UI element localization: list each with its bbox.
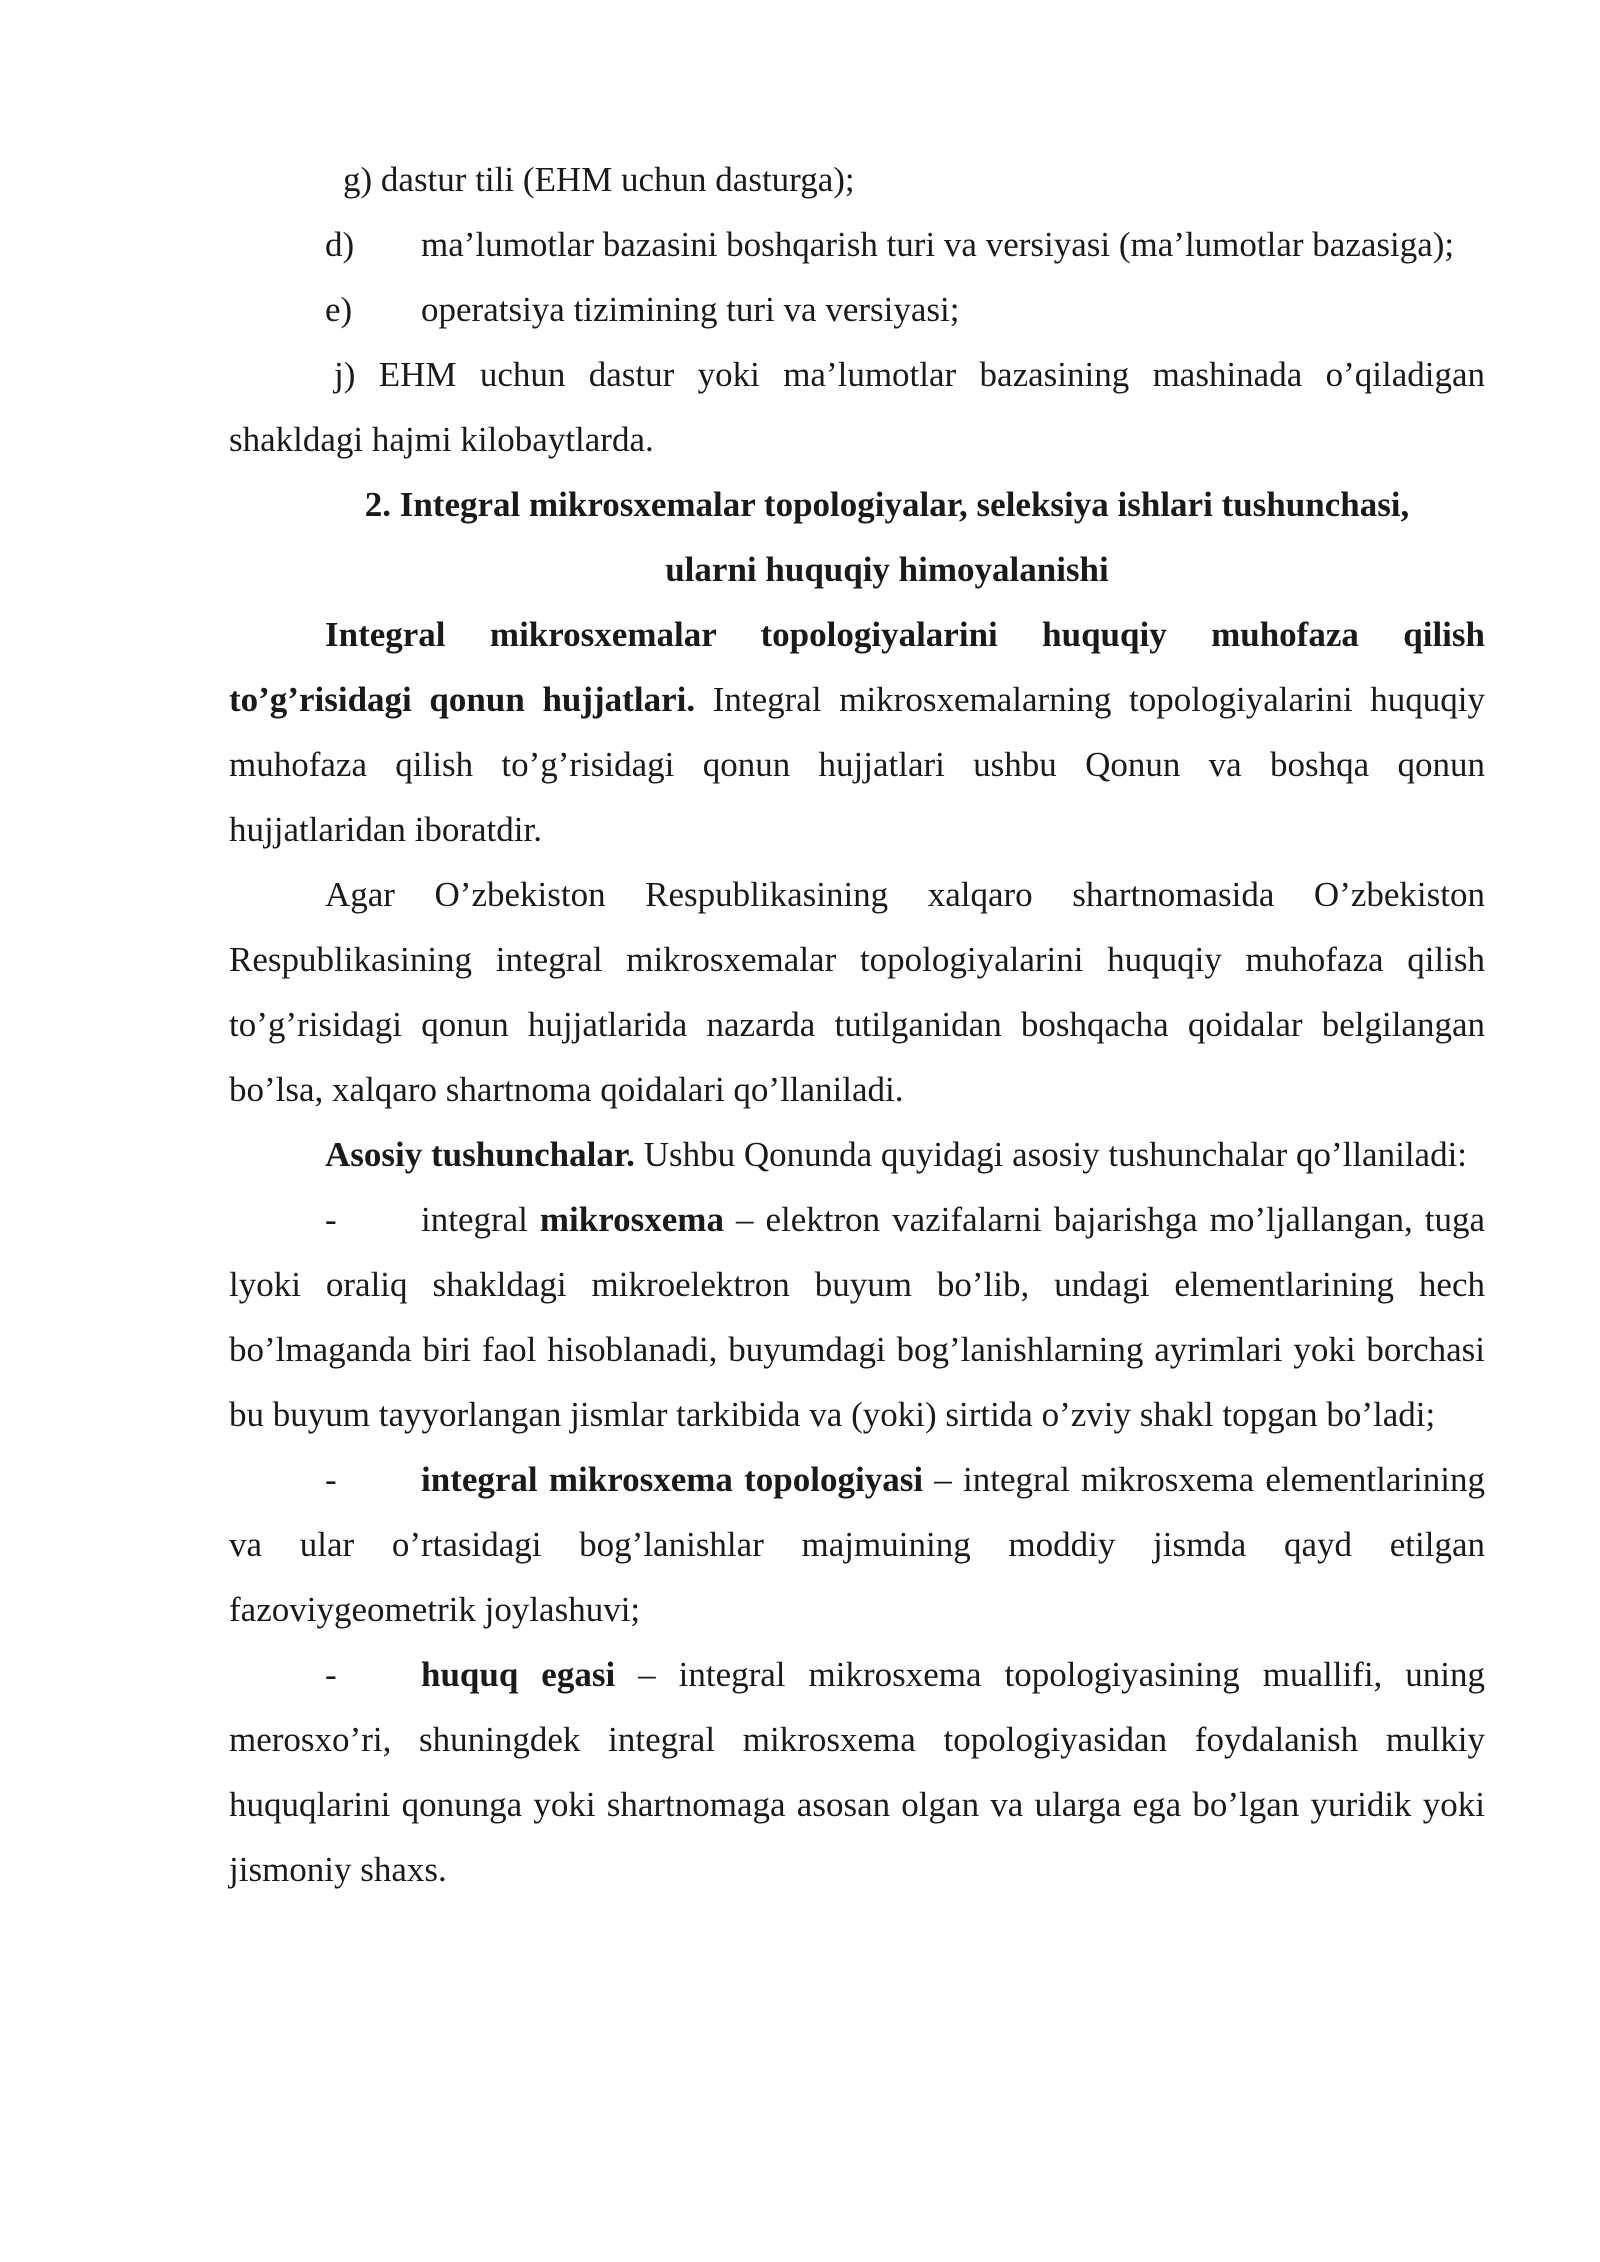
definition-pre: integral	[421, 1200, 540, 1239]
list-item-j: j) EHM uchun dastur yoki ma’lumotlar bazasining mashinada o’qiladigan shakldagi hajmi kilobaytlarda.	[229, 355, 1485, 459]
definition-marker: -	[325, 1460, 337, 1499]
paragraph-concepts-lead: Asosiy tushunchalar.	[325, 1135, 635, 1174]
definition-text: – elektron vazifalarni bajarishga mo’ljallangan, tuga lyoki oraliq shakldagi mikroelektron buyum bo’lib, undagi elementlarining hech bo’lmaganda biri faol hisoblanadi, buyumdagi bog’lanishlarning ayrimlari yoki borchasi bu buyum tayyorlangan jismlar tarkibida va (yoki) sirtida o’zviy shakl topgan bo’ladi;	[229, 1200, 1485, 1434]
definition-term: integral mikrosxema topologiyasi	[421, 1460, 924, 1499]
definition-item	[229, 1447, 1485, 1642]
definition-term: huquq egasi	[421, 1655, 616, 1694]
list-item-g: g) dastur tili (EHM uchun dasturga);	[343, 160, 855, 199]
definition-item	[229, 1187, 1485, 1447]
paragraph-concepts	[229, 1122, 1485, 1187]
document-page	[229, 147, 1485, 1902]
list-marker-d: d)	[325, 225, 355, 264]
definition-marker: -	[325, 1655, 337, 1694]
definition-term: mikrosxema	[539, 1200, 724, 1239]
list-text-d: ma’lumotlar bazasini boshqarish turi va versiyasi (ma’lumotlar bazasiga);	[421, 225, 1455, 264]
paragraph-legislation	[229, 602, 1485, 862]
list-item-d	[229, 212, 1485, 277]
list-marker-e: e)	[325, 290, 353, 329]
definition-marker: -	[325, 1200, 337, 1239]
paragraph-legislation-lead: Integral mikrosxemalar topologiyalarini huquqiy muhofaza qilish to’g’risidagi qonun hujjatlari.	[229, 615, 1485, 719]
definition-text: – integral mikrosxema topologiyasining muallifi, uning merosxo’ri, shuningdek integral mikrosxema topologiyasidan foydalanish mulkiy huquqlarini qonunga yoki shartnomaga asosan olgan va ularga ega bo’lgan yuridik yoki jismoniy shaxs.	[229, 1655, 1485, 1889]
section-heading	[229, 472, 1485, 602]
paragraph-concepts-text: Ushbu Qonunda quyidagi asosiy tushunchalar qo’llaniladi:	[634, 1135, 1468, 1174]
list-text-e: operatsiya tizimining turi va versiyasi;	[421, 290, 960, 329]
section-heading-line-1: 2. Integral mikrosxemalar topologiyalar, seleksiya ishlari tushunchasi,	[364, 485, 1410, 524]
section-heading-line-2: ularni huquqiy himoyalanishi	[665, 550, 1109, 589]
list-item-e	[229, 277, 1485, 342]
definition-item	[229, 1642, 1485, 1902]
paragraph-international: Agar O’zbekiston Respublikasining xalqaro shartnomasida O’zbekiston Respublikasining integral mikrosxemalar topologiyalarini huquqiy muhofaza qilish to’g’risidagi qonun hujjatlarida nazarda tutilganidan boshqacha qoidalar belgilangan bo’lsa, xalqaro shartnoma qoidalari qo’llaniladi.	[229, 875, 1485, 1109]
definition-text: – integral mikrosxema elementlarining va ular o’rtasidagi bog’lanishlar majmuining moddiy jismda qayd etilgan fazoviygeometrik joylashuvi;	[229, 1460, 1486, 1629]
paragraph-legislation-text: Integral mikrosxemalarning topologiyalarini huquqiy muhofaza qilish to’g’risidagi qonun hujjatlari ushbu Qonun va boshqa qonun hujjatlaridan iboratdir.	[229, 680, 1486, 849]
